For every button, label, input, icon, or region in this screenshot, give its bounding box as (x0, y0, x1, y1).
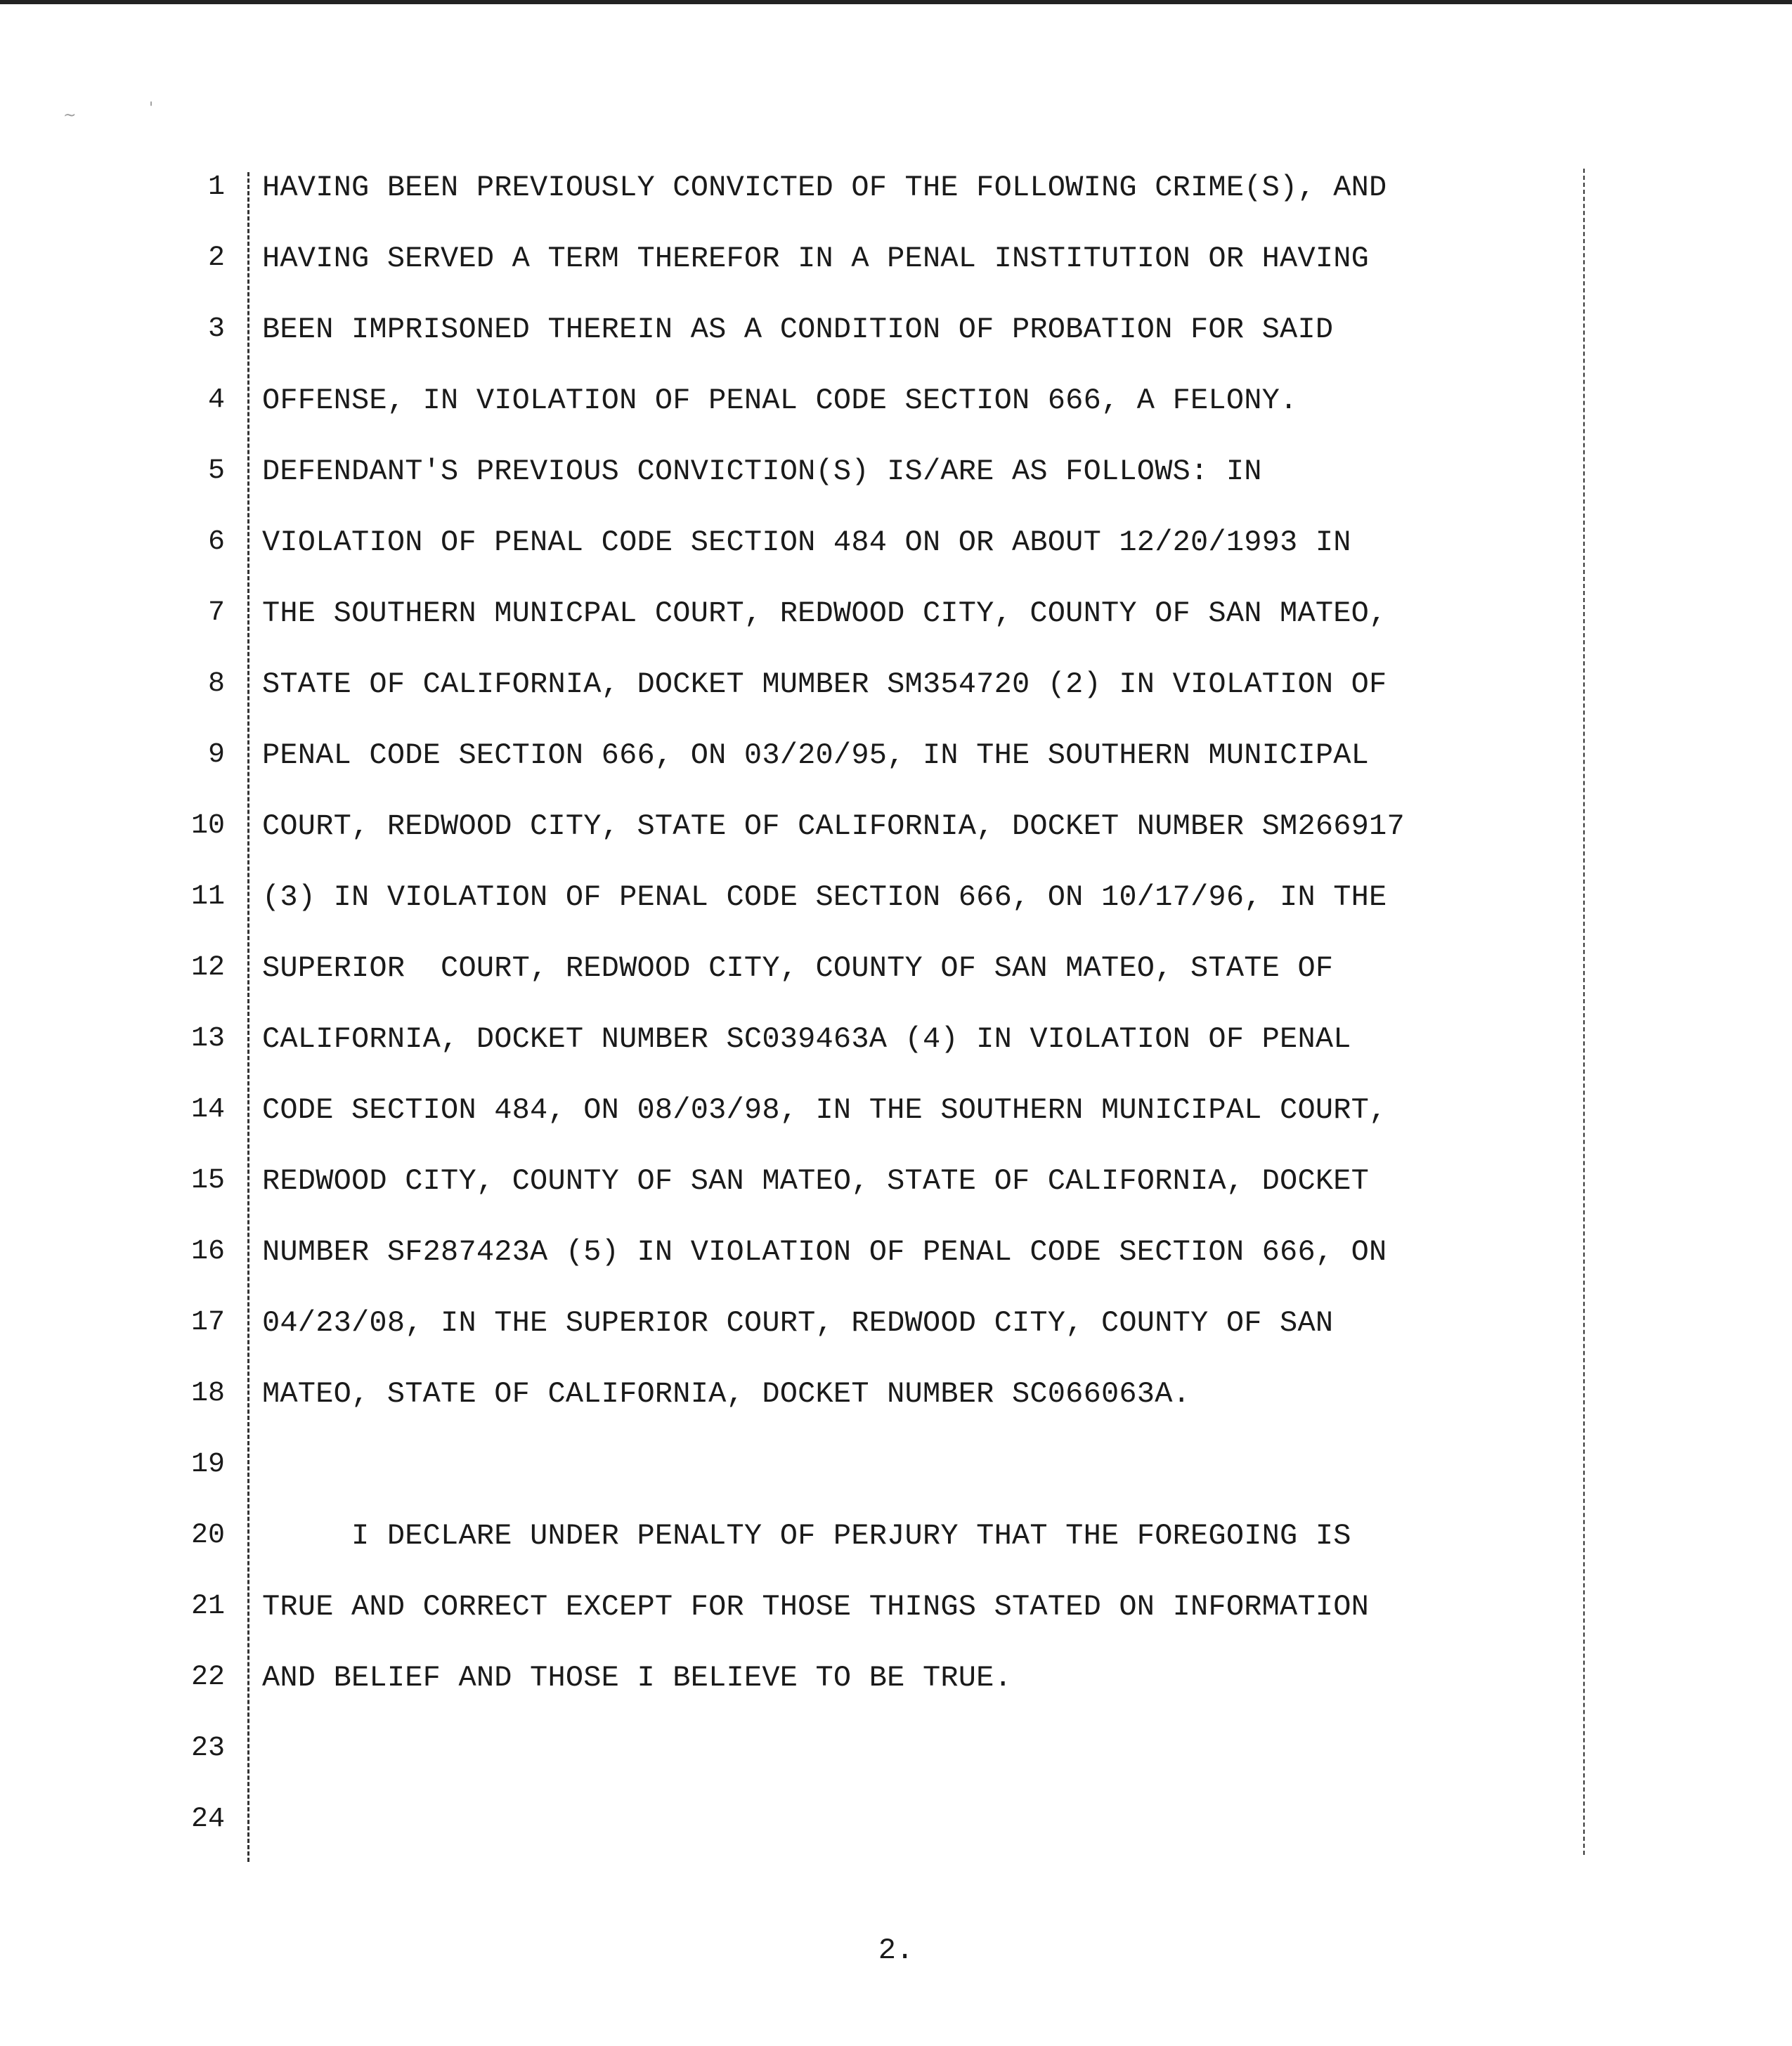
line-number: 24 (190, 1804, 225, 1835)
pleading-line (0, 663, 1792, 734)
pleading-line (0, 947, 1792, 1017)
line-number: 3 (207, 313, 225, 345)
line-number: 17 (190, 1307, 225, 1338)
line-text: AND BELIEF AND THOSE I BELIEVE TO BE TRUE. (262, 1661, 1012, 1695)
line-number: 2 (207, 242, 225, 274)
pleading-line (0, 1231, 1792, 1301)
line-number: 23 (190, 1733, 225, 1764)
line-number: 15 (190, 1165, 225, 1197)
pleading-line (0, 1515, 1792, 1585)
line-text: DEFENDANT'S PREVIOUS CONVICTION(S) IS/ARE AS FOLLOWS: IN (262, 455, 1262, 488)
line-number: 14 (190, 1094, 225, 1126)
pleading-line (0, 308, 1792, 379)
line-number: 12 (190, 952, 225, 984)
page-number: 2. (878, 1934, 914, 1967)
pleading-line (0, 1657, 1792, 1727)
pleading-line (0, 734, 1792, 804)
line-number: 11 (190, 881, 225, 913)
line-number: 5 (207, 455, 225, 487)
pleading-line (0, 237, 1792, 308)
pleading-line (0, 1373, 1792, 1443)
pleading-line (0, 1018, 1792, 1088)
line-number: 10 (190, 810, 225, 842)
line-text: VIOLATION OF PENAL CODE SECTION 484 ON OR ABOUT 12/20/1993 IN (262, 526, 1351, 559)
line-number: 9 (207, 739, 225, 771)
pleading-line (0, 1728, 1792, 1798)
pleading-line (0, 1160, 1792, 1230)
line-text: STATE OF CALIFORNIA, DOCKET MUMBER SM354720 (2) IN VIOLATION OF (262, 667, 1387, 701)
pleading-line (0, 805, 1792, 875)
pleading-line (0, 1586, 1792, 1656)
line-text: OFFENSE, IN VIOLATION OF PENAL CODE SECTION 666, A FELONY. (262, 384, 1298, 417)
line-number: 20 (190, 1520, 225, 1551)
line-text: CALIFORNIA, DOCKET NUMBER SC039463A (4) IN VIOLATION OF PENAL (262, 1022, 1351, 1056)
line-text: MATEO, STATE OF CALIFORNIA, DOCKET NUMBER SC066063A. (262, 1377, 1191, 1411)
line-number: 21 (190, 1591, 225, 1622)
pleading-line (0, 1799, 1792, 1869)
line-text: TRUE AND CORRECT EXCEPT FOR THOSE THINGS STATED ON INFORMATION (262, 1590, 1370, 1624)
line-text: HAVING SERVED A TERM THEREFOR IN A PENAL INSTITUTION OR HAVING (262, 242, 1370, 275)
line-number: 22 (190, 1662, 225, 1693)
line-number: 18 (190, 1378, 225, 1409)
line-text: CODE SECTION 484, ON 08/03/98, IN THE SOUTHERN MUNICIPAL COURT, (262, 1093, 1387, 1127)
line-text: 04/23/08, IN THE SUPERIOR COURT, REDWOOD CITY, COUNTY OF SAN (262, 1306, 1334, 1340)
line-text: NUMBER SF287423A (5) IN VIOLATION OF PENAL CODE SECTION 666, ON (262, 1235, 1387, 1269)
scan-speck: ~ (63, 107, 77, 124)
line-number: 19 (190, 1449, 225, 1480)
line-number: 7 (207, 597, 225, 629)
pleading-line (0, 1302, 1792, 1372)
line-number: 6 (207, 526, 225, 558)
line-text: REDWOOD CITY, COUNTY OF SAN MATEO, STATE OF CALIFORNIA, DOCKET (262, 1164, 1370, 1198)
line-number: 16 (190, 1236, 225, 1268)
pleading-line (0, 167, 1792, 237)
line-text: (3) IN VIOLATION OF PENAL CODE SECTION 666, ON 10/17/96, IN THE (262, 880, 1387, 914)
line-text: I DECLARE UNDER PENALTY OF PERJURY THAT THE FOREGOING IS (262, 1519, 1351, 1553)
line-text: BEEN IMPRISONED THEREIN AS A CONDITION OF PROBATION FOR SAID (262, 313, 1334, 346)
line-number: 4 (207, 384, 225, 416)
line-text: THE SOUTHERN MUNICPAL COURT, REDWOOD CITY, COUNTY OF SAN MATEO, (262, 597, 1387, 630)
pleading-line (0, 592, 1792, 663)
pleading-line (0, 521, 1792, 592)
pleading-line (0, 450, 1792, 521)
line-text: HAVING BEEN PREVIOUSLY CONVICTED OF THE FOLLOWING CRIME(S), AND (262, 171, 1387, 204)
pleading-line (0, 1444, 1792, 1514)
line-number: 8 (207, 668, 225, 700)
pleading-line (0, 379, 1792, 450)
pleading-line (0, 876, 1792, 946)
line-number: 13 (190, 1023, 225, 1055)
line-text: SUPERIOR COURT, REDWOOD CITY, COUNTY OF SAN MATEO, STATE OF (262, 951, 1334, 985)
line-text: PENAL CODE SECTION 666, ON 03/20/95, IN THE SOUTHERN MUNICIPAL (262, 738, 1370, 772)
line-number: 1 (207, 171, 225, 203)
scan-speck: ' (149, 100, 154, 117)
pleading-line (0, 1089, 1792, 1159)
line-text: COURT, REDWOOD CITY, STATE OF CALIFORNIA, DOCKET NUMBER SM266917 (262, 809, 1405, 843)
